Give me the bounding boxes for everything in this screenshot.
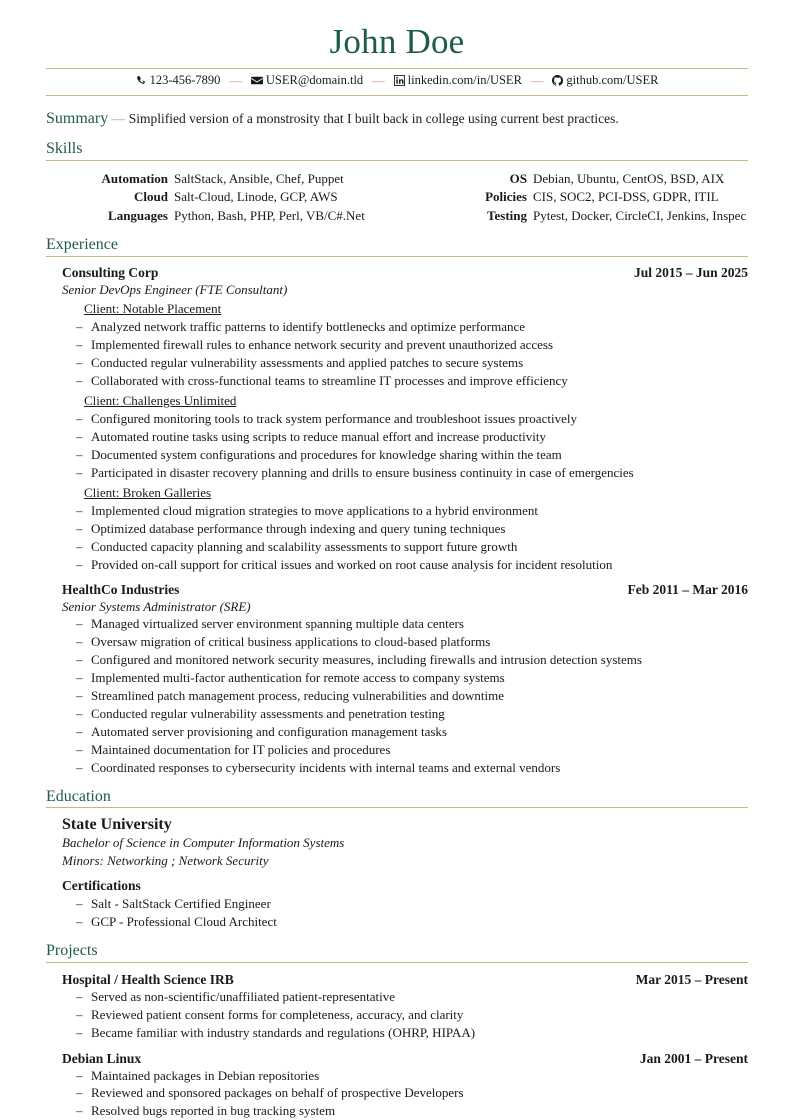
contact-separator: —: [530, 74, 544, 89]
skill-row: [62, 170, 405, 188]
bullet-item: – Reviewed patient consent forms for completeness, accuracy, and clarity: [74, 1006, 748, 1024]
github-icon: [552, 75, 563, 90]
skill-row: [405, 170, 748, 188]
experience-entry: [46, 582, 748, 777]
bullet-item: – Collaborated with cross-functional teams to streamline IT processes and improve efficiency: [74, 372, 748, 390]
section-rule: [46, 807, 748, 808]
skill-value: CIS, SOC2, PCI-DSS, GDPR, ITIL: [533, 189, 719, 205]
bullet-item: – Configured and monitored network security measures, including firewalls and intrusion detection systems: [74, 651, 748, 669]
bullet-item: – Analyzed network traffic patterns to identify bottlenecks and optimize performance: [74, 318, 748, 336]
entry-role: Senior Systems Administrator (SRE): [62, 598, 251, 614]
skills-column-left: [62, 170, 405, 225]
bullet-item: – Managed virtualized server environment spanning multiple data centers: [74, 615, 748, 633]
bullet-item: – Implemented cloud migration strategies to move applications to a hybrid environment: [74, 502, 748, 520]
client-bullet-list: [62, 410, 748, 482]
project-bullet-list: [62, 1067, 748, 1120]
skills-column-right: [405, 170, 748, 225]
entry-role: Senior DevOps Engineer (FTE Consultant): [62, 281, 288, 297]
project-bullet-list: [62, 988, 748, 1042]
bullet-item: – Participated in disaster recovery planning and drills to ensure business continuity in case of emergencies: [74, 464, 748, 482]
bullet-item: – Reviewed and sponsored packages on behalf of prospective Developers: [74, 1084, 748, 1102]
page-title: John Doe: [329, 22, 465, 61]
certifications-heading: Certifications: [62, 878, 141, 894]
contact-separator: —: [229, 74, 242, 89]
section-title-experience: Experience: [46, 236, 118, 254]
education-section: [46, 788, 748, 932]
client-heading: [62, 301, 748, 317]
projects-entries: [46, 972, 748, 1120]
skill-label: Cloud: [134, 189, 168, 205]
summary-label: Summary: [46, 110, 109, 128]
entry-date: Mar 2015 – Present: [635, 971, 748, 987]
bullet-item: – Conducted regular vulnerability assessments and applied patches to secure systems: [74, 354, 748, 372]
skill-label: OS: [509, 170, 527, 186]
education-entry: [46, 816, 748, 931]
skill-value: Pytest, Docker, CircleCI, Jenkins, Inspec: [533, 207, 747, 223]
section-title-skills: Skills: [46, 140, 83, 158]
bullet-item: – Resolved bugs reported in bug tracking system: [74, 1102, 748, 1120]
client-bullet-list: [62, 318, 748, 390]
skills-grid: [46, 170, 748, 225]
bullet-item: – Provided on-call support for critical issues and worked on root cause analysis for incident resolution: [74, 556, 748, 574]
skill-value: Debian, Ubuntu, CentOS, BSD, AIX: [533, 170, 725, 186]
experience-entry: [46, 265, 748, 574]
section-rule: [46, 256, 748, 257]
phone-icon: [136, 75, 147, 90]
section-title-projects: Projects: [46, 942, 98, 960]
entry-header: [62, 265, 748, 281]
skill-row: [405, 188, 748, 206]
skill-row: [62, 207, 405, 225]
minors-line: Minors: Networking ; Network Security: [62, 852, 269, 868]
entry-header: [62, 582, 748, 598]
bullet-item: – Documented system configurations and procedures for knowledge sharing within the team: [74, 446, 748, 464]
degree-line: Bachelor of Science in Computer Information Systems: [62, 835, 345, 851]
skill-label: Testing: [487, 207, 527, 223]
bullet-item: – Conducted regular vulnerability assessments and penetration testing: [74, 705, 748, 723]
bullet-item: – Automated server provisioning and configuration management tasks: [74, 723, 748, 741]
certifications-list: [62, 895, 748, 931]
client-name: Client: Challenges Unlimited: [84, 393, 237, 409]
section-title-education: Education: [46, 787, 111, 805]
entry-date: Jul 2015 – Jun 2025: [633, 264, 748, 280]
client-heading: [62, 485, 748, 501]
bullet-item: – Conducted capacity planning and scalability assessments to support future growth: [74, 538, 748, 556]
envelope-icon: [251, 75, 263, 90]
certification-item: – Salt - SaltStack Certified Engineer: [74, 895, 748, 913]
skill-label: Policies: [485, 189, 527, 205]
entry-organization: Consulting Corp: [62, 264, 159, 280]
contact-text: linkedin.com/in/USER: [407, 73, 522, 88]
client-name: Client: Notable Placement: [84, 301, 222, 317]
bullet-item: – Automated routine tasks using scripts to reduce manual effort and increase productivity: [74, 428, 748, 446]
bullet-item: – Served as non-scientific/unaffiliated patient-representative: [74, 988, 748, 1006]
contact-item-phone[interactable]: [136, 73, 221, 90]
contact-item-github[interactable]: [552, 73, 658, 90]
skill-label: Languages: [108, 207, 168, 223]
contact-item-envelope[interactable]: [251, 73, 363, 90]
bullet-item: – Became familiar with industry standards and regulations (OHRP, HIPAA): [74, 1024, 748, 1042]
skill-value: Salt-Cloud, Linode, GCP, AWS: [174, 189, 338, 205]
contact-bar: [46, 68, 748, 96]
projects-section: [46, 942, 748, 1120]
entry-organization: Debian Linux: [62, 1050, 142, 1066]
skill-label: Automation: [101, 170, 168, 186]
summary-section: [46, 109, 748, 129]
bullet-item: – Maintained documentation for IT policies and procedures: [74, 741, 748, 759]
bullet-item: – Implemented multi-factor authentication for remote access to company systems: [74, 669, 748, 687]
linkedin-icon: [394, 75, 405, 90]
contact-text: USER@domain.tld: [265, 73, 364, 88]
section-rule: [46, 160, 748, 161]
skills-section: [46, 140, 748, 225]
skill-row: [62, 188, 405, 206]
certification-item: – GCP - Professional Cloud Architect: [74, 913, 748, 931]
bullet-item: – Maintained packages in Debian repositories: [74, 1067, 748, 1085]
bullet-item: – Configured monitoring tools to track system performance and troubleshoot issues proactively: [74, 410, 748, 428]
project-entry: [46, 972, 748, 1042]
contact-text: github.com/USER: [566, 73, 659, 88]
entry-organization: Hospital / Health Science IRB: [62, 971, 234, 987]
bullet-item: – Coordinated responses to cybersecurity incidents with internal teams and external vendors: [74, 759, 748, 777]
experience-section: [46, 236, 748, 776]
school-name: State University: [62, 816, 172, 834]
entry-bullet-list: [62, 615, 748, 776]
entry-date: Feb 2011 – Mar 2016: [627, 581, 748, 597]
contact-item-linkedin[interactable]: [394, 73, 522, 90]
client-heading: [62, 393, 748, 409]
summary-dash: —: [111, 111, 125, 127]
skill-value: Python, Bash, PHP, Perl, VB/C#.Net: [174, 207, 365, 223]
project-entry: [46, 1051, 748, 1120]
resume-header: [46, 22, 748, 96]
entry-organization: HealthCo Industries: [62, 581, 180, 597]
skill-value: SaltStack, Ansible, Chef, Puppet: [174, 170, 344, 186]
contact-separator: —: [372, 74, 385, 89]
entry-date: Jan 2001 – Present: [639, 1050, 748, 1066]
section-rule: [46, 962, 748, 963]
entry-header: [62, 972, 748, 988]
bullet-item: – Oversaw migration of critical business applications to cloud-based platforms: [74, 633, 748, 651]
client-name: Client: Broken Galleries: [84, 484, 212, 500]
contact-text: 123-456-7890: [149, 73, 221, 88]
skill-row: [405, 207, 748, 225]
entry-header: [62, 1051, 748, 1067]
bullet-item: – Implemented firewall rules to enhance network security and prevent unauthorized access: [74, 336, 748, 354]
client-bullet-list: [62, 502, 748, 574]
summary-text: Simplified version of a monstrosity that I built back in college using current best practices.: [128, 111, 619, 127]
bullet-item: – Streamlined patch management process, reducing vulnerabilities and downtime: [74, 687, 748, 705]
bullet-item: – Optimized database performance through indexing and query tuning techniques: [74, 520, 748, 538]
experience-entries: [46, 265, 748, 777]
